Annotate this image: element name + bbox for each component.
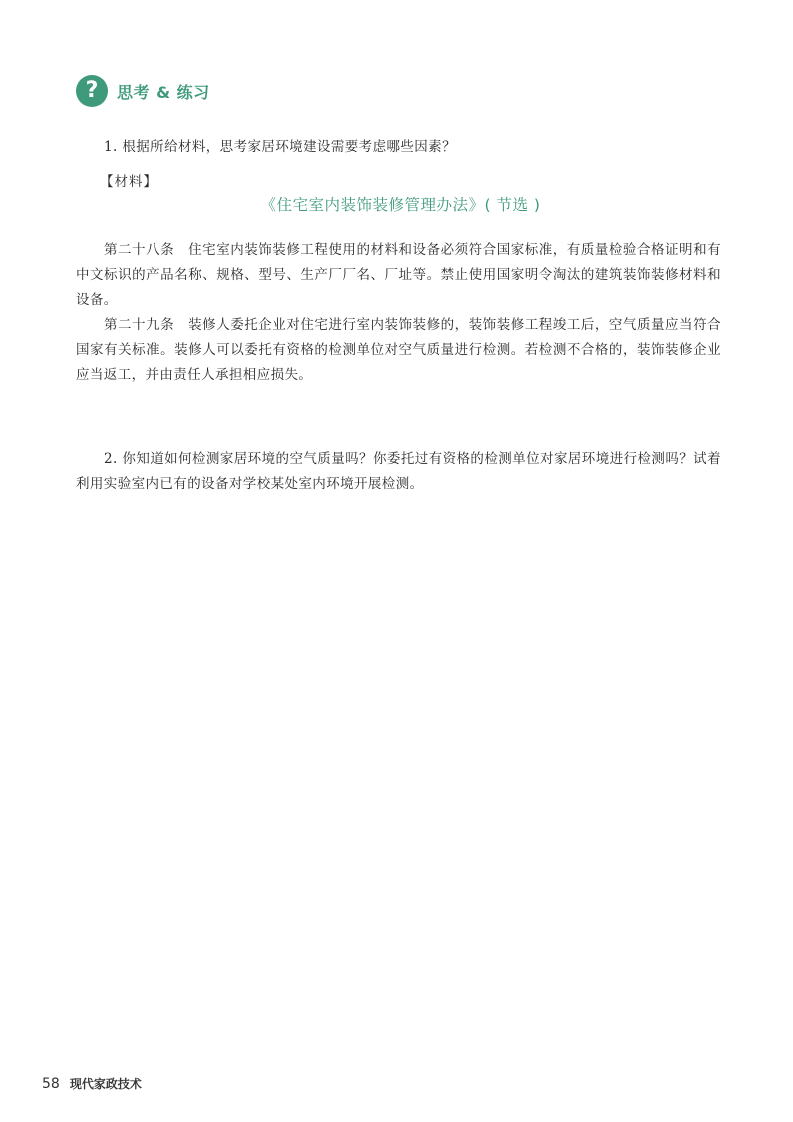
section-title: 思考 & 练习 [117, 82, 210, 102]
question-2: 2. 你知道如何检测家居环境的空气质量吗？你委托过有资格的检测单位对家居环境进行检测吗？试着利用实验室内已有的设备对学校某处室内环境开展检测。 [76, 450, 721, 492]
page-number: 58 [42, 1076, 60, 1092]
article-28: 第二十八条 住宅室内装饰装修工程使用的材料和设备必须符合国家标准，有质量检验合格证明和有中文标识的产品名称、规格、型号、生产厂厂名、厂址等。禁止使用国家明令淘汰的建筑装饰装修材料和设备。 [76, 242, 721, 308]
book-title: 现代家政技术 [69, 1077, 142, 1091]
material-articles [76, 238, 721, 388]
material-title: 《住宅室内装饰装修管理办法》( 节选 ) [260, 196, 541, 214]
question-1: 1. 根据所给材料，思考家居环境建设需要考虑哪些因素？ [104, 138, 456, 155]
page-footer [42, 1075, 142, 1092]
section-header [76, 74, 210, 108]
question-circle-icon: ? [76, 75, 108, 107]
material-label: 【材料】 [100, 174, 158, 190]
article-29: 第二十九条 装修人委托企业对住宅进行室内装饰装修的，装饰装修工程竣工后，空气质量应当符合国家有关标准。装修人可以委托有资格的检测单位对空气质量进行检测。若检测不合格的，装饰装修企业应当返工，并由责任人承担相应损失。 [76, 317, 721, 383]
